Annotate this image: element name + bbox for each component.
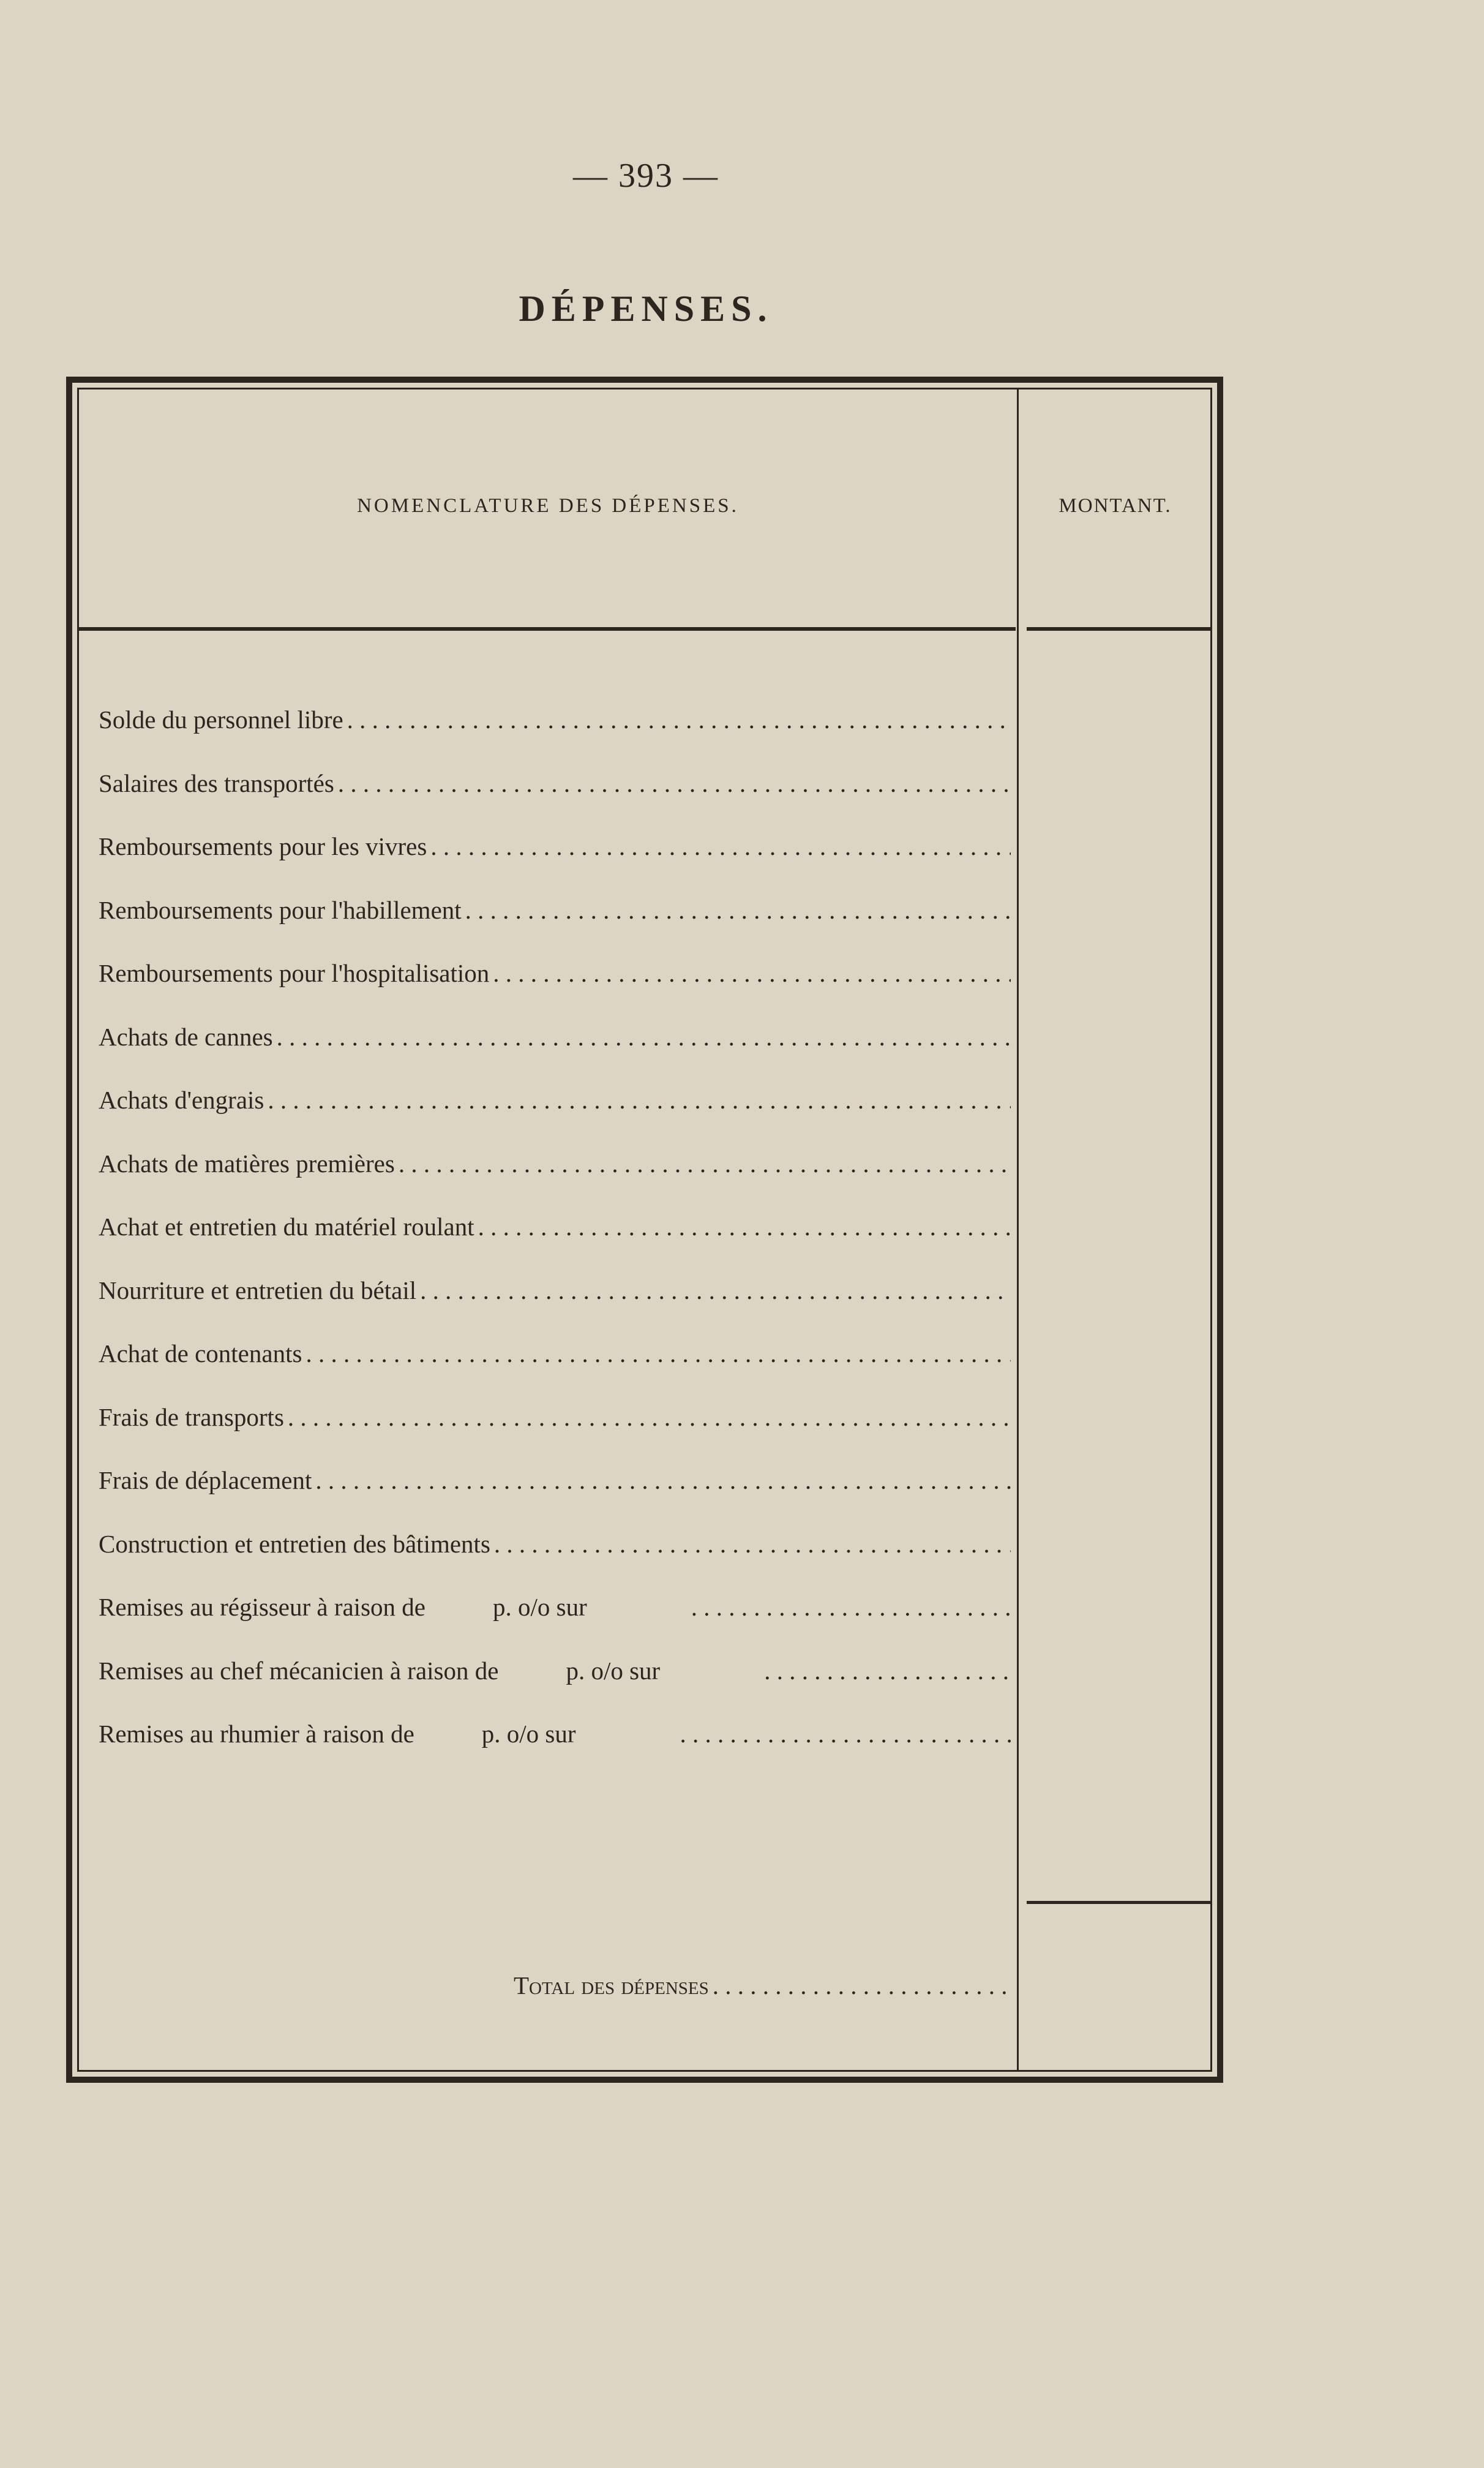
list-item (99, 1149, 1011, 1213)
expense-label: Achats d'engrais (99, 1086, 264, 1114)
leader-dots (338, 769, 1011, 798)
list-item (99, 1656, 1011, 1720)
expense-list (99, 705, 1011, 1783)
expense-label: Nourriture et entretien du bétail (99, 1276, 417, 1304)
expenses-table (66, 377, 1223, 2083)
leader-dots (268, 1085, 1011, 1115)
expense-label: Remboursements pour l'hospitalisation (99, 959, 490, 987)
page-number: — 393 — (573, 157, 719, 195)
leader-dots (691, 1592, 1011, 1622)
leader-dots (764, 1656, 1011, 1685)
expense-label: Achat et entretien du matériel roulant (99, 1213, 474, 1241)
header-rule (79, 627, 1016, 631)
list-item (99, 1529, 1011, 1593)
total-rule (1027, 1901, 1210, 1904)
leader-dots (494, 1529, 1011, 1559)
expense-label: Remboursements pour l'habillement (99, 895, 462, 924)
header-amount: MONTANT. (1059, 495, 1172, 517)
leader-dots (713, 1971, 1011, 2000)
column-divider (1017, 389, 1019, 2070)
leader-dots (288, 1402, 1011, 1432)
leader-dots (680, 1719, 1011, 1748)
list-item (99, 1339, 1011, 1402)
list-item (99, 832, 1011, 895)
header-rule-amount (1027, 627, 1210, 631)
header-nomenclature: NOMENCLATURE DES DÉPENSES. (357, 495, 739, 517)
leader-dots (305, 1339, 1011, 1368)
expense-label: Remises au rhumier à raison de (99, 1720, 414, 1748)
expense-label: Achat de contenants (99, 1339, 302, 1368)
list-item (99, 1465, 1011, 1529)
expense-label: Remboursements pour les vivres (99, 832, 427, 860)
rate-text: p. o/o sur (492, 1593, 587, 1621)
list-item (99, 1212, 1011, 1276)
list-item (99, 1022, 1011, 1086)
total-row (514, 1971, 1011, 2000)
total-label: Total des dépenses (514, 1971, 709, 2000)
expense-label: Frais de déplacement (99, 1466, 312, 1494)
list-item (99, 1276, 1011, 1339)
leader-dots (493, 958, 1011, 988)
rate-text: p. o/o sur (481, 1720, 576, 1748)
list-item (99, 1402, 1011, 1466)
list-item (99, 1719, 1011, 1783)
list-item (99, 1085, 1011, 1149)
leader-dots (430, 832, 1011, 861)
expense-label: Construction et entretien des bâtiments (99, 1529, 490, 1558)
leader-dots (277, 1022, 1011, 1052)
leader-dots (465, 895, 1011, 925)
list-item (99, 769, 1011, 832)
expense-label: Remises au chef mécanicien à raison de (99, 1656, 499, 1685)
leader-dots (347, 705, 1011, 734)
expense-label: Solde du personnel libre (99, 705, 343, 734)
expense-label: Remises au régisseur à raison de (99, 1593, 425, 1621)
table-inner-frame (77, 388, 1212, 2072)
rate-text: p. o/o sur (566, 1656, 661, 1685)
leader-dots (315, 1465, 1011, 1495)
list-item (99, 1592, 1011, 1656)
expense-label: Achats de cannes (99, 1022, 273, 1051)
leader-dots (420, 1276, 1011, 1305)
list-item (99, 705, 1011, 769)
expense-label: Salaires des transportés (99, 769, 334, 797)
page-title: DÉPENSES. (519, 288, 773, 329)
list-item (99, 958, 1011, 1022)
expense-label: Frais de transports (99, 1402, 284, 1431)
leader-dots (478, 1212, 1011, 1241)
list-item (99, 895, 1011, 959)
expense-label: Achats de matières premières (99, 1149, 395, 1178)
leader-dots (399, 1149, 1011, 1178)
